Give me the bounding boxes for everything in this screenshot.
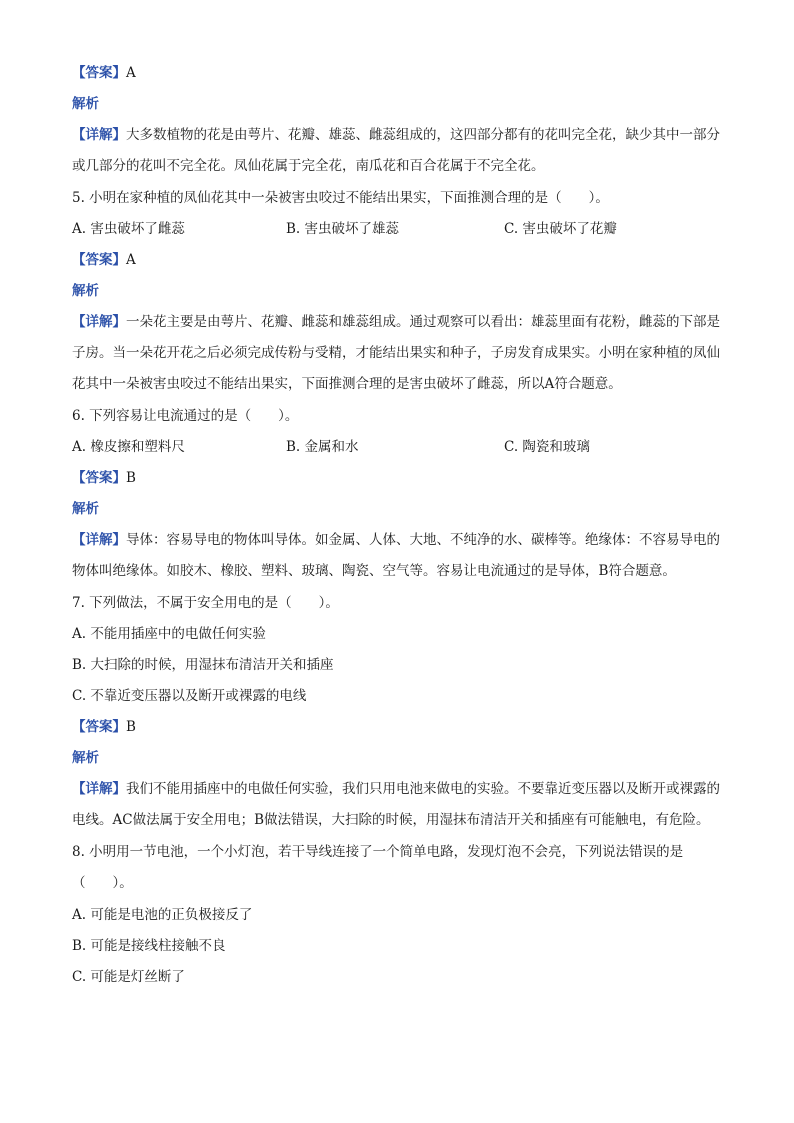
option-b: B. 可能是接线柱接触不良 — [72, 938, 226, 954]
detail-label: 【详解】 — [72, 781, 126, 797]
options-row — [72, 436, 722, 458]
answer-value: A — [126, 65, 136, 81]
analysis-heading — [72, 93, 722, 115]
question-stem: 8. 小明用一节电池，一个小灯泡，若干导线连接了一个简单电路，发现灯泡不会亮，下列说法错误的是（ ）。 — [72, 844, 684, 891]
analysis-label: 解析 — [72, 283, 99, 299]
option-c: C. 陶瓷和玻璃 — [504, 439, 590, 455]
answer-line — [72, 716, 722, 738]
option-b: B. 害虫破坏了雄蕊 — [286, 221, 400, 237]
analysis-heading — [72, 498, 722, 520]
answer-line — [72, 62, 722, 84]
answer-value: B — [126, 470, 136, 486]
question-stem: 6. 下列容易让电流通过的是（ ）。 — [72, 408, 299, 424]
detail-text: 我们不能用插座中的电做任何实验，我们只用电池来做电的实验。不要靠近变压器以及断开或裸露的电线。AC做法属于安全用电；B做法错误，大扫除的时候，用湿抹布清洁开关和插座有可能触电，有危险。 — [72, 781, 720, 828]
analysis-label: 解析 — [72, 750, 99, 766]
detail-label: 【详解】 — [72, 532, 126, 548]
answer-value: B — [126, 719, 136, 735]
detail-text: 大多数植物的花是由萼片、花瓣、雄蕊、雌蕊组成的，这四部分都有的花叫完全花，缺少其中一部分或几部分的花叫不完全花。凤仙花属于完全花，南瓜花和百合花属于不完全花。 — [72, 127, 720, 174]
analysis-label: 解析 — [72, 96, 99, 112]
option-a: A. 害虫破坏了雌蕊 — [72, 221, 185, 237]
detail-label: 【详解】 — [72, 314, 126, 330]
answer-label: 【答案】 — [72, 719, 126, 735]
answer-label: 【答案】 — [72, 252, 126, 268]
option-c: C. 不靠近变压器以及断开或裸露的电线 — [72, 688, 307, 704]
question-stem: 5. 小明在家种植的凤仙花其中一朵被害虫咬过不能结出果实，下面推测合理的是（ ）。 — [72, 190, 609, 206]
detail-paragraph — [72, 307, 722, 400]
option-a: A. 橡皮擦和塑料尺 — [72, 439, 185, 455]
options-row — [72, 218, 722, 240]
question-stem: 7. 下列做法，不属于安全用电的是（ ）。 — [72, 595, 339, 611]
answer-line — [72, 467, 722, 489]
analysis-heading — [72, 747, 722, 769]
option-b: B. 大扫除的时候，用湿抹布清洁开关和插座 — [72, 657, 334, 673]
detail-text: 导体：容易导电的物体叫导体。如金属、人体、大地、不纯净的水、碳棒等。绝缘体：不容易导电的物体叫绝缘体。如胶木、橡胶、塑料、玻璃、陶瓷、空气等。容易让电流通过的是导体，B符合题意。 — [72, 532, 720, 579]
detail-paragraph — [72, 525, 722, 587]
option-c: C. 可能是灯丝断了 — [72, 969, 185, 985]
detail-label: 【详解】 — [72, 127, 126, 143]
detail-paragraph — [72, 774, 722, 836]
option-a: A. 不能用插座中的电做任何实验 — [72, 626, 266, 642]
option-c: C. 害虫破坏了花瓣 — [504, 221, 617, 237]
answer-label: 【答案】 — [72, 65, 126, 81]
answer-label: 【答案】 — [72, 470, 126, 486]
answer-value: A — [126, 252, 136, 268]
detail-text: 一朵花主要是由萼片、花瓣、雌蕊和雄蕊组成。通过观察可以看出：雄蕊里面有花粉，雌蕊的下部是子房。当一朵花开花之后必须完成传粉与受精，才能结出果实和种子，子房发育成果实。小明在家种植的凤仙花其中一朵被害虫咬过不能结出果实，下面推测合理的是害虫破坏了雌蕊，所以A符合题意。 — [72, 314, 720, 392]
answer-line — [72, 249, 722, 271]
analysis-heading — [72, 280, 722, 302]
option-a: A. 可能是电池的正负极接反了 — [72, 907, 253, 923]
detail-paragraph — [72, 120, 722, 182]
option-b: B. 金属和水 — [286, 439, 359, 455]
analysis-label: 解析 — [72, 501, 99, 517]
